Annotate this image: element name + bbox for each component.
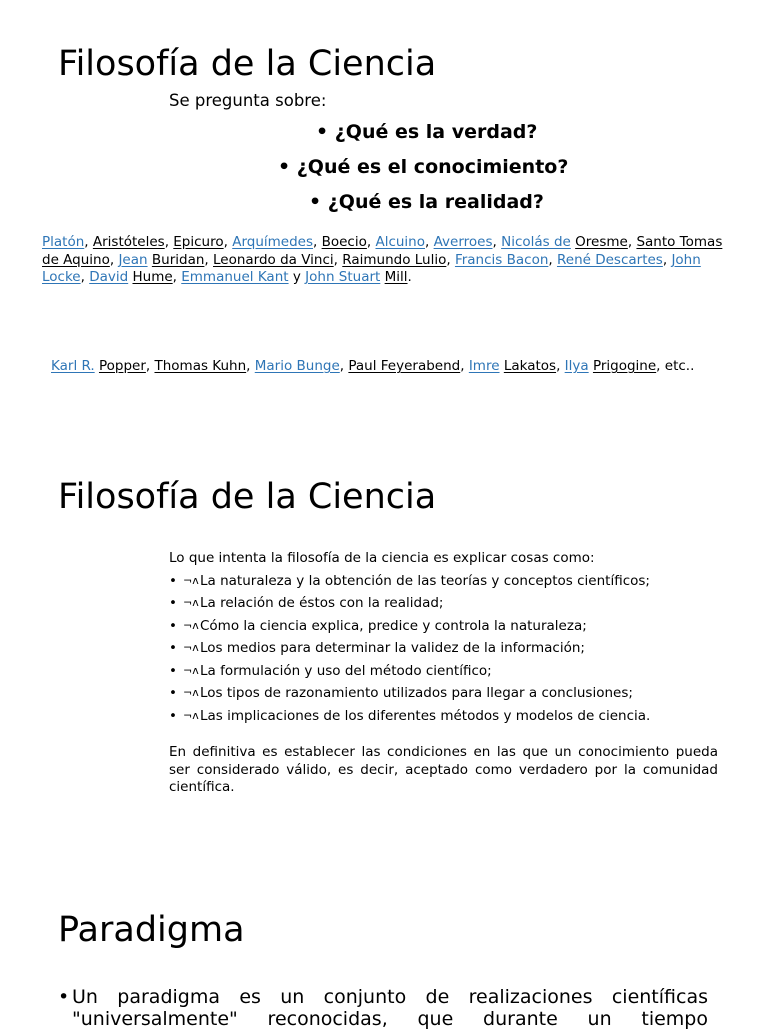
link-ilya[interactable]: Ilya: [564, 358, 589, 374]
link-averroes[interactable]: Averroes: [433, 234, 493, 250]
question-text: ¿Qué es la verdad?: [334, 121, 538, 143]
question-knowledge: [278, 156, 568, 178]
link-karl-r[interactable]: Karl R.: [51, 358, 95, 374]
link-platon[interactable]: Platón: [42, 234, 85, 250]
scope-intro: Lo que intenta la filosofía de la ciencia es explicar cosas como:: [169, 550, 595, 566]
link-jean[interactable]: Jean: [118, 251, 148, 268]
modern-philosophers-list: Karl R. Popper, Thomas Kuhn, Mario Bunge, Paul Feyerabend, Imre Lakatos, Ilya Prigogine, etc..: [51, 358, 695, 374]
link-arquimedes[interactable]: Arquímedes: [232, 234, 314, 250]
link-kuhn[interactable]: Thomas Kuhn: [154, 358, 247, 374]
wingding-icon: ¬ʌ: [183, 618, 199, 632]
slide1-title: Filosofía de la Ciencia: [58, 44, 437, 84]
list-item: • ¬ʌLa formulación y uso del método científico;: [169, 660, 729, 683]
bullet-icon: •: [169, 640, 177, 656]
wingding-icon: ¬ʌ: [183, 641, 199, 654]
bullet-icon: •: [169, 595, 177, 611]
link-popper[interactable]: Popper: [98, 358, 146, 374]
link-bacon[interactable]: Francis Bacon: [454, 251, 549, 268]
bullet-icon: •: [169, 617, 177, 634]
wingding-icon: ¬ʌ: [183, 686, 199, 699]
link-boecio[interactable]: Boecio: [321, 234, 367, 250]
bullet-icon: •: [169, 707, 177, 724]
list-item: • ¬ʌLas implicaciones de los diferentes métodos y modelos de ciencia.: [169, 705, 729, 728]
link-lakatos[interactable]: Lakatos: [503, 358, 557, 374]
bullet-icon: •: [169, 685, 177, 701]
link-alcuino[interactable]: Alcuino: [375, 234, 425, 250]
link-santo-tomas[interactable]: Santo Tomas de Aquino: [42, 234, 723, 268]
link-nicolas-de[interactable]: Nicolás de: [501, 234, 571, 250]
link-leonardo[interactable]: Leonardo da Vinci: [213, 251, 334, 268]
list-item: • ¬ʌLa relación de éstos con la realidad;: [169, 592, 729, 615]
question-truth: [316, 121, 537, 143]
etc-text: etc..: [664, 358, 695, 374]
slide2-title: Filosofía de la Ciencia: [58, 477, 437, 517]
link-imre[interactable]: Imre: [468, 358, 500, 374]
link-feyerabend[interactable]: Paul Feyerabend: [348, 358, 461, 374]
paradigm-bullet: [58, 986, 708, 1030]
link-kant[interactable]: Emmanuel Kant: [181, 269, 289, 285]
slide1-intro: Se pregunta sobre:: [169, 91, 327, 110]
bullet-icon: •: [309, 191, 322, 213]
conclusion-paragraph: En definitiva es establecer las condiciones en las que un conocimiento pueda ser considerado válido, es decir, aceptado como verdadero por la comunidad científica.: [169, 744, 718, 795]
classical-philosophers-list: Platón, Aristóteles, Epicuro, Arquímedes, Boecio, Alcuino, Averroes, Nicolás de Oresme, Santo Tomas de Aquino, Jean Buridan, Leonardo da Vinci, Raimundo Lulio, Francis Bacon, René Descartes, John Locke, David Hume, Emmanuel Kant y John Stuart Mill.: [42, 234, 723, 285]
question-reality: [309, 191, 544, 213]
question-text: ¿Qué es el conocimiento?: [296, 156, 569, 178]
list-item: • ¬ʌCómo la ciencia explica, predice y controla la naturaleza;: [169, 615, 729, 638]
bullet-icon: •: [169, 572, 177, 589]
link-bunge[interactable]: Mario Bunge: [254, 358, 340, 374]
link-hume[interactable]: Hume: [132, 269, 173, 285]
link-locke[interactable]: John Locke: [42, 251, 701, 285]
wingding-icon: ¬ʌ: [183, 596, 199, 609]
wingding-icon: ¬ʌ: [183, 573, 199, 587]
link-oresme[interactable]: Oresme: [575, 234, 628, 250]
paradigm-line-2: "universalmente" reconocidas, que durante un tiempo: [72, 1008, 708, 1030]
slide3-title: Paradigma: [58, 910, 245, 950]
list-item: • ¬ʌLos tipos de razonamiento utilizados para llegar a conclusiones;: [169, 682, 729, 705]
bullet-icon: •: [169, 662, 177, 679]
bullet-icon: •: [316, 121, 329, 143]
link-aristoteles[interactable]: Aristóteles: [92, 234, 165, 250]
scope-list: [169, 548, 729, 727]
link-mill[interactable]: Mill: [384, 269, 408, 285]
list-item: • ¬ʌLa naturaleza y la obtención de las teorías y conceptos científicos;: [169, 570, 729, 593]
wingding-icon: ¬ʌ: [183, 708, 199, 722]
link-descartes[interactable]: René Descartes: [556, 251, 663, 268]
bullet-icon: •: [278, 156, 291, 178]
wingding-icon: ¬ʌ: [183, 663, 199, 677]
bullet-icon: •: [58, 986, 70, 1008]
list-item: • ¬ʌLos medios para determinar la validez de la información;: [169, 637, 729, 660]
link-raimundo[interactable]: Raimundo Lulio: [342, 251, 447, 268]
link-epicuro[interactable]: Epicuro: [173, 234, 224, 250]
paradigm-line-1: Un paradigma es un conjunto de realizaciones científicas: [72, 986, 708, 1008]
link-john-stuart[interactable]: John Stuart: [305, 269, 381, 285]
link-prigogine[interactable]: Prigogine: [592, 358, 657, 374]
question-text: ¿Qué es la realidad?: [327, 191, 544, 213]
link-buridan[interactable]: Buridan: [151, 251, 205, 268]
link-david[interactable]: David: [89, 269, 129, 285]
